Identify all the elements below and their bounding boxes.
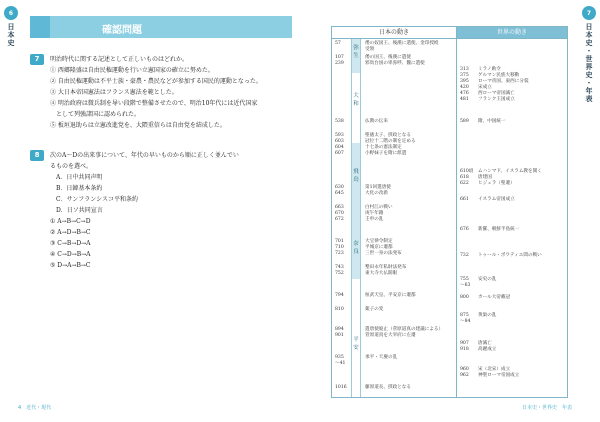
answer-option: ④ 明治政府は微兵制を导い段階で整備させたので、明治10年代には近代国家 [50,100,258,107]
japan-column-header: 日本の動き [332,27,456,39]
japan-event-row [335,151,406,156]
event-item: C．サンフランシスコ平和条約 [56,196,138,203]
event-year: 476 [460,91,469,96]
answer-option: ④ C→D→B→A [50,251,91,258]
world-event-row [460,97,515,102]
event-year: 593 [335,133,344,138]
event-text: 黄巣の乱 [478,313,497,318]
japan-event-row [335,47,374,52]
page-number-badge: 6 [4,6,18,20]
answer-option: ① 西郷隆盛は自由民権運動を行い立憲国家の確立に努めた。 [50,67,214,74]
event-text: 東大寺大仏開眼 [365,271,398,276]
event-text: 遣唐使廃止（菅原道真の建議による） [365,327,444,332]
event-year: 960 [460,367,469,372]
event-text: ローマ帝国、東西に分裂 [478,79,529,84]
event-text: カール大帝戴冠 [478,295,511,300]
event-year: 618 [460,175,469,180]
japan-event-row [335,217,383,222]
answer-option: ③ 大日本帝国憲法はフランス憲法を範とした。 [50,89,178,96]
world-event-row [460,253,542,258]
event-text: 隋、中国統一 [478,119,506,124]
answer-option: ② 自由民権運動は不平士族・豪農・農民などが参加する国民的運動となった。 [50,78,262,85]
event-text: 宋成立 [478,85,492,90]
japan-event-row [335,327,443,332]
question-prompt: 明治時代に関する記述として正しいものはどれか。 [50,56,189,63]
event-year: 794 [335,293,344,298]
japan-event-row [335,245,393,250]
event-year: 672 [335,217,344,222]
column-divider [456,39,457,397]
event-year: 723 [335,251,344,256]
japan-event-row [335,307,383,312]
world-event-row [460,319,478,324]
event-year: 810 [335,307,344,312]
event-text: ミラノ勅令 [478,67,501,72]
event-year: 935 [335,355,344,360]
japan-event-row [335,139,416,144]
page-number-badge: 7 [582,6,596,20]
world-event-row [460,367,510,372]
event-text: 西ローマ帝国滅亡 [478,91,515,96]
event-year: 107 [335,55,344,60]
left-side-tab [4,6,18,47]
event-year: 701 [335,239,344,244]
event-year: 603 [335,139,344,144]
japan-event-row [335,211,383,216]
event-year: 607 [335,151,344,156]
event-text: 受領 [365,47,375,52]
event-text: 倭の奴国王、後漢に遣使、金印授綬 [365,41,439,46]
event-text: ゲルマン民族大移動 [478,73,520,78]
event-year: 710 [335,245,344,250]
event-text: 聖徳太子、摂政となる [365,133,411,138]
era-label: 飛鳥 [353,169,359,183]
world-event-row [460,73,519,78]
japan-event-row [335,185,391,190]
world-event-row [460,347,496,352]
japan-event-row [335,385,411,390]
answer-option: ③ C→B→D→A [50,240,91,247]
event-text: 平城京に遷都 [365,245,393,250]
event-text: 仏教の伝来 [365,119,388,124]
world-event-row [460,181,515,186]
japan-event-row [335,361,365,366]
japan-event-row [335,119,388,124]
footer-left: 4 近代・現代 [18,405,52,411]
event-text: 新羅、朝鮮半島統一 [478,227,520,232]
world-event-row [460,373,519,378]
world-event-row [460,227,519,232]
event-text: ムハンマド、イスラム教を開く [478,169,542,174]
era-label: 弥生 [353,45,359,59]
event-text: 唐滅亡 [478,341,492,346]
japan-event-row [335,271,397,276]
event-text: 壬申の乱 [365,217,384,222]
event-text: 大化の改新 [365,191,388,196]
event-year: ～63 [460,283,471,288]
question-prompt-cont: るものを選べ。 [50,163,93,170]
event-text: 倭の国王、後漢に遣使 [365,55,411,60]
japan-event-row [335,251,402,256]
world-event-row [460,295,510,300]
world-event-row [460,341,492,346]
event-text: 宋（北宋）成立 [478,367,511,372]
event-year: ～84 [460,319,471,324]
event-text: 高麗成立 [478,347,497,352]
event-year: 755 [460,277,469,282]
event-text: ヒジュラ（聖遷） [478,181,515,186]
footer-right: 日本史・世界史 年表 [522,405,573,411]
question-prompt: 次のA～Dの出来事について、年代の早いものから順に正しく並んでい [50,152,239,159]
answer-option: ⑤ 板垣退助らは立憲改進党を、大隈重信らは自由党を結成した。 [50,122,226,129]
timeline-table [331,26,568,398]
japan-event-row [335,191,388,196]
world-event-row [460,85,492,90]
world-event-row [460,313,496,318]
event-text: 墾田永年私財法発布 [365,265,407,270]
event-text: 薬子の変 [365,307,384,312]
japan-event-row [335,333,416,338]
event-year: 589 [460,119,469,124]
event-text: 安史の乱 [478,277,497,282]
japan-event-row [335,265,406,270]
event-year: 800 [460,295,469,300]
side-tab-label: 日本史 [7,23,15,47]
event-year: 907 [460,341,469,346]
event-year: 875 [460,313,469,318]
era-label: 大和 [353,93,359,107]
event-text: フランク王国成立 [478,97,515,102]
world-event-row [460,277,496,282]
event-text: 唐建国 [478,175,492,180]
event-item: D．日ソ共同宣言 [56,207,103,214]
event-text: 小野妹子を隋に派遣 [365,151,407,156]
event-text: 菅原道真を大宰府に左遷 [365,333,416,338]
event-text: 庚午年籍 [365,211,384,216]
japan-event-row [335,355,397,360]
event-year: 395 [460,79,469,84]
event-year: 313 [460,67,469,72]
section-banner: 確認問題 [30,16,292,38]
event-year: 622 [460,181,469,186]
answer-option: として列強諸国に認められた。 [50,111,141,118]
event-year: 420 [460,85,469,90]
event-year: 894 [335,327,344,332]
event-year: 670 [335,211,344,216]
era-label: 平安 [353,337,359,351]
answer-option: ① A→B→C→D [50,218,91,225]
event-year: 663 [335,205,344,210]
event-year: 604 [335,145,344,150]
japan-event-row [335,41,439,46]
question-8 [30,150,292,271]
event-text: 冠位十二階の制を定める [365,139,416,144]
event-item: B．日韓基本条約 [56,185,103,192]
world-event-row [460,283,478,288]
event-text: 白村江の戦い [365,205,393,210]
event-year: 676 [460,227,469,232]
event-text: 藤原道長、摂政となる [365,385,411,390]
event-text: 桓武天皇、平安京に遷都 [365,293,416,298]
world-event-row [460,67,501,72]
event-year: 538 [335,119,344,124]
event-year: 630 [335,185,344,190]
event-year: 752 [335,271,344,276]
event-text: トゥール・ポワティエ間の戦い [478,253,542,258]
answer-option: ② A→D→B→C [50,229,91,236]
event-year: 481 [460,97,469,102]
event-year: 732 [460,253,469,258]
event-year: 962 [460,373,469,378]
answer-option: ⑤ D→A→B→C [50,262,91,269]
world-event-row [460,119,506,124]
world-event-row [460,91,515,96]
event-year: 610頃 [460,169,474,174]
event-year: 661 [460,197,469,202]
event-text: 邪馬台国の卑弥呼、魏に遣使 [365,61,425,66]
world-column-header: 世界の動き [456,27,567,39]
era-label: 奈良 [353,241,359,255]
event-text: 神聖ローマ帝国成立 [478,373,520,378]
event-text: 大宝律令制定 [365,239,393,244]
question-number: 7 [30,54,44,65]
japan-event-row [335,61,425,66]
japan-event-row [335,133,411,138]
event-text: 十七条の憲法制定 [365,145,402,150]
event-year: 901 [335,333,344,338]
world-event-row [460,169,542,174]
japan-event-row [335,205,393,210]
event-year: 1016 [335,385,347,390]
japan-event-row [335,293,416,298]
japan-event-row [335,145,402,150]
event-item: A．日中共同声明 [56,174,103,181]
japan-event-row [335,55,411,60]
event-year: 645 [335,191,344,196]
right-side-tab [582,6,596,103]
event-year: 375 [460,73,469,78]
event-year: 57 [335,41,341,46]
world-event-row [460,79,529,84]
world-event-row [460,197,515,202]
event-year: 918 [460,347,469,352]
question-7 [30,54,292,131]
event-text: 三世一身の法発布 [365,251,402,256]
event-year: 743 [335,265,344,270]
event-text: イスラム帝国成立 [478,197,515,202]
japan-event-row [335,239,393,244]
question-number: 8 [30,150,44,161]
event-text: 承平・天慶の乱 [365,355,398,360]
side-tab-label: 日本史・世界史・年表 [585,23,593,103]
banner-accent [30,16,50,38]
world-event-row [460,175,492,180]
event-text: 第1回遣唐使 [365,185,391,190]
event-year: 239 [335,61,344,66]
event-year: ～41 [335,361,346,366]
